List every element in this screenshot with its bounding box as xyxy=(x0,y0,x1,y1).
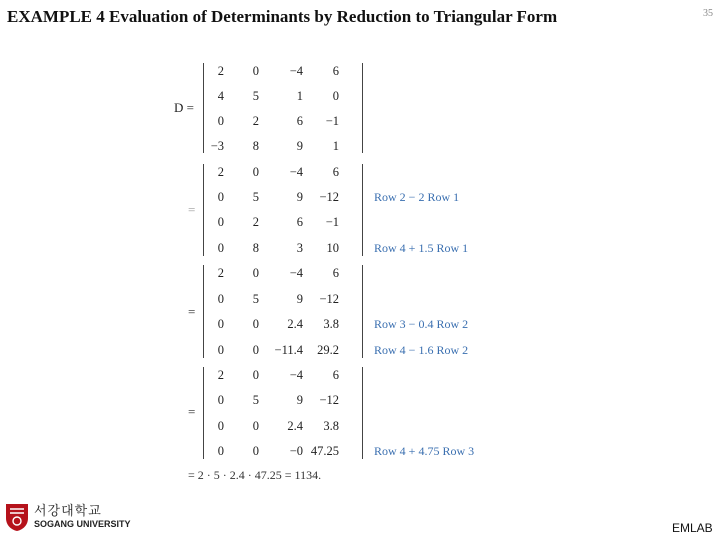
lhs-label-2: = xyxy=(188,304,196,319)
matrix-row xyxy=(203,138,363,154)
matrix-cell: −1 xyxy=(325,215,339,229)
matrix-cell: 2 xyxy=(217,165,224,179)
matrix-cell: 2 xyxy=(217,368,224,382)
determinant-1 xyxy=(203,164,363,256)
row-operation: Row 4 + 1.5 Row 1 xyxy=(374,241,469,255)
matrix-row xyxy=(203,214,363,230)
matrix-cell: −3 xyxy=(210,139,224,153)
matrix-cell: 0 xyxy=(217,241,224,255)
matrix-row xyxy=(203,63,363,79)
matrix-cell: 0 xyxy=(252,368,259,382)
row-operation: Row 2 − 2 Row 1 xyxy=(374,190,460,204)
matrix-cell: 8 xyxy=(252,139,259,153)
matrix-cell: 2 xyxy=(252,114,259,128)
matrix-cell: 6 xyxy=(332,165,339,179)
row-operation: Row 3 − 0.4 Row 2 xyxy=(374,317,469,331)
matrix-cell: 8 xyxy=(252,241,259,255)
matrix-cell: −12 xyxy=(319,292,339,306)
lhs-label-3: = xyxy=(188,404,196,419)
matrix-row xyxy=(203,189,363,205)
matrix-cell: 9 xyxy=(296,190,303,204)
matrix-row xyxy=(203,164,363,180)
matrix-cell: −0 xyxy=(289,444,303,458)
matrix-cell: 3 xyxy=(296,241,303,255)
matrix-cell: 0 xyxy=(217,317,224,331)
matrix-row xyxy=(203,392,363,408)
matrix-cell: −4 xyxy=(289,368,303,382)
matrix-row xyxy=(203,443,363,459)
matrix-row xyxy=(203,240,363,256)
matrix-row xyxy=(203,316,363,332)
lhs-label-0: D = xyxy=(174,100,194,115)
matrix-cell: 6 xyxy=(332,64,339,78)
matrix-row xyxy=(203,418,363,434)
matrix-cell: 0 xyxy=(217,190,224,204)
matrix-cell: 0 xyxy=(252,444,259,458)
row-operation: Row 4 + 4.75 Row 3 xyxy=(374,444,475,458)
university-name-korean: 서강대학교 xyxy=(34,504,102,519)
matrix-cell: 0 xyxy=(332,89,339,103)
matrix-row xyxy=(203,265,363,281)
matrix-cell: 2.4 xyxy=(287,419,303,433)
matrix-cell: −1 xyxy=(325,114,339,128)
matrix-cell: 0 xyxy=(217,114,224,128)
matrix-cell: 10 xyxy=(326,241,339,255)
matrix-cell: 3.8 xyxy=(323,419,339,433)
matrix-row xyxy=(203,291,363,307)
matrix-cell: 2 xyxy=(217,266,224,280)
matrix-cell: 0 xyxy=(217,343,224,357)
matrix-cell: 0 xyxy=(252,266,259,280)
university-logo xyxy=(4,500,131,534)
matrix-cell: 0 xyxy=(217,444,224,458)
matrix-cell: 2.4 xyxy=(287,317,303,331)
determinant-2 xyxy=(203,265,363,358)
page-number: 35 xyxy=(703,8,713,19)
matrix-cell: −4 xyxy=(289,165,303,179)
matrix-cell: −12 xyxy=(319,393,339,407)
matrix-cell: 0 xyxy=(252,64,259,78)
determinant-3 xyxy=(203,367,363,459)
matrix-cell: 0 xyxy=(252,343,259,357)
matrix-cell: 5 xyxy=(252,89,259,103)
university-seal-icon xyxy=(4,502,30,532)
matrix-cell: 5 xyxy=(252,393,259,407)
matrix-cell: 9 xyxy=(296,292,303,306)
matrix-cell: 5 xyxy=(252,190,259,204)
matrix-cell: 6 xyxy=(296,215,303,229)
matrix-cell: −4 xyxy=(289,266,303,280)
matrix-cell: 0 xyxy=(252,165,259,179)
matrix-cell: 2 xyxy=(252,215,259,229)
matrix-cell: 47.25 xyxy=(310,444,339,458)
matrix-cell: 0 xyxy=(252,317,259,331)
matrix-cell: −12 xyxy=(319,190,339,204)
matrix-cell: 2 xyxy=(217,64,224,78)
matrix-row xyxy=(203,367,363,383)
row-operation: Row 4 − 1.6 Row 2 xyxy=(374,343,469,357)
lab-name: EMLAB xyxy=(672,521,713,535)
matrix-cell: 1 xyxy=(296,89,303,103)
university-name-english: SOGANG UNIVERSITY xyxy=(34,519,131,529)
matrix-cell: 4 xyxy=(217,89,224,103)
matrix-cell: 0 xyxy=(217,215,224,229)
matrix-cell: 29.2 xyxy=(317,343,339,357)
lhs-label-1: = xyxy=(188,202,196,217)
matrix-cell: 6 xyxy=(332,368,339,382)
matrix-cell: 3.8 xyxy=(323,317,339,331)
matrix-cell: −11.4 xyxy=(274,343,303,357)
matrix-cell: 9 xyxy=(296,393,303,407)
matrix-cell: 6 xyxy=(296,114,303,128)
matrix-cell: 0 xyxy=(217,393,224,407)
matrix-row xyxy=(203,113,363,129)
slide-title: EXAMPLE 4 Evaluation of Determinants by Reduction to Triangular Form xyxy=(7,7,558,26)
matrix-row xyxy=(203,88,363,104)
matrix-cell: −4 xyxy=(289,64,303,78)
matrix-cell: 6 xyxy=(332,266,339,280)
determinant-0 xyxy=(203,63,363,153)
matrix-cell: 1 xyxy=(332,139,339,153)
matrix-cell: 0 xyxy=(217,419,224,433)
matrix-cell: 0 xyxy=(252,419,259,433)
matrix-row xyxy=(203,342,363,358)
determinant-result: = 2 · 5 · 2.4 · 47.25 = 1134. xyxy=(188,468,322,482)
matrix-cell: 0 xyxy=(217,292,224,306)
matrix-cell: 9 xyxy=(296,139,303,153)
matrix-cell: 5 xyxy=(252,292,259,306)
